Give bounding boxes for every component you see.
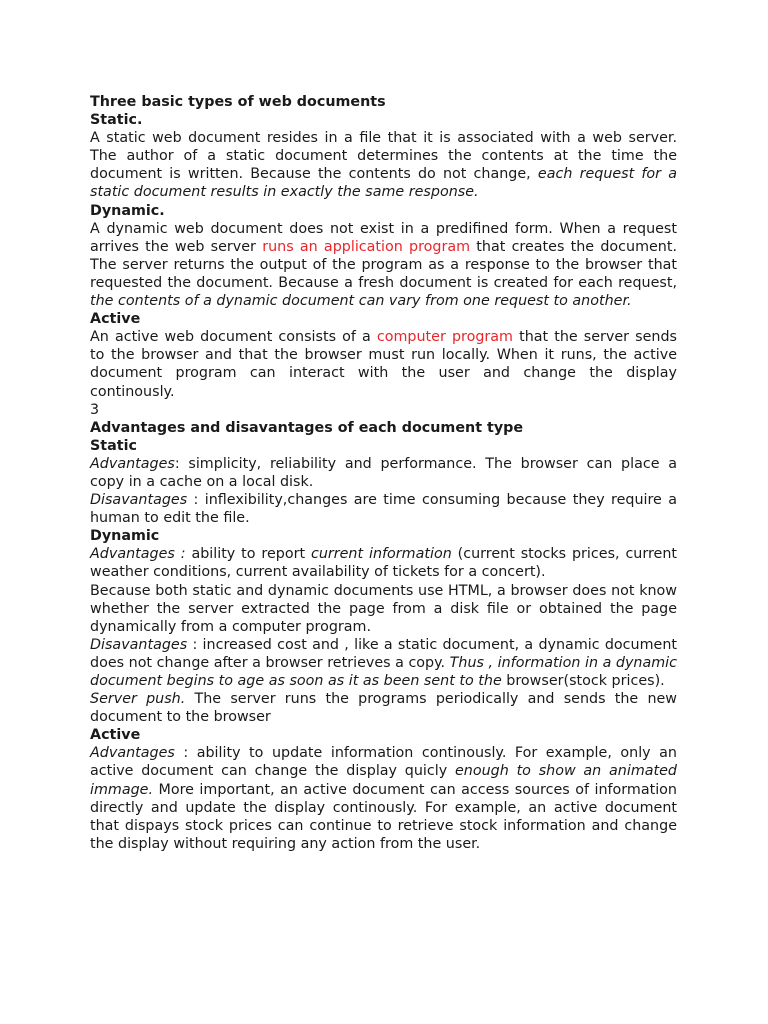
active-highlight: computer program xyxy=(376,329,513,346)
dynamic-text-a: A dynamic web document does not exist in a predifined form. When a request arrives the web server xyxy=(90,220,677,255)
adv-dynamic-advantages xyxy=(90,545,677,581)
dynamic-emphasis: the contents of a dynamic document can vary from one request to another. xyxy=(90,293,632,310)
static-emphasis: each request for a static document results in exactly the same response. xyxy=(90,166,678,201)
adv-active-label: Advantages xyxy=(90,745,175,762)
active-text-b: that the server sends to the browser and that the browser must run locally. When it runs, the active document program can interact with the user and change the display continously. xyxy=(90,329,677,400)
adv-static-heading: Static xyxy=(90,437,137,454)
adv-active-paragraph xyxy=(90,744,677,853)
adv-dynamic-adv-text-a: ability to report xyxy=(185,546,311,563)
adv-dynamic-dis-text: : increased cost and , like a static document, a dynamic document does not change after a browser retrieves a copy. xyxy=(90,636,677,671)
active-paragraph xyxy=(90,328,677,400)
adv-dynamic-heading: Dynamic xyxy=(90,528,160,545)
document-title: Three basic types of web documents xyxy=(90,94,386,110)
static-text: A static web document resides in a file that it is associated with a web server. The author of a static document determines the contents at the time the document is written. Because the contents do not change, xyxy=(90,130,677,183)
adv-dynamic-note: Because both static and dynamic documents use HTML, a browser does not know whether the server extracted the page from a disk file or obtained the page dynamically from a computer program. xyxy=(90,582,677,635)
adv-dynamic-server-push xyxy=(90,690,677,726)
dynamic-text-b: that creates the document. The server returns the output of the program as a response to the browser that requested the document. Because a fresh document is created for each request, xyxy=(90,238,678,291)
advantages-title: Advantages and disavantages of each document type xyxy=(90,419,524,436)
page-number: 3 xyxy=(90,401,100,418)
adv-static-disadvantages xyxy=(90,491,677,527)
active-heading: Active xyxy=(90,311,141,328)
adv-static-adv-label: Advantages xyxy=(90,455,175,472)
adv-active-emphasis: enough to show an animated immage. xyxy=(90,763,677,798)
adv-dynamic-dis-emphasis: Thus , information in a dynamic document begins to age as soon as it as been sent to the xyxy=(90,654,678,689)
dynamic-highlight: runs an application program xyxy=(262,238,471,255)
adv-dynamic-adv-text-b: (current stocks prices, current weather conditions, current availability of tickets for a concert). xyxy=(90,546,678,581)
static-paragraph xyxy=(90,129,677,201)
adv-active-text-b: More important, an active document can access sources of information directly and update the display continously. For example, an active document that dispays stock prices can continue to retrieve stock information and change the display without requiring any action from the user. xyxy=(90,781,677,852)
dynamic-heading: Dynamic. xyxy=(90,202,165,219)
server-push-text: The server runs the programs periodically and sends the new document to the browser xyxy=(90,691,677,726)
adv-active-text-a: : ability to update information continously. For example, only an active document can change the display quicly xyxy=(90,745,677,780)
adv-static-dis-label: Disavantages xyxy=(90,492,188,509)
active-text-a: An active web document consists of a xyxy=(90,329,377,346)
document-page xyxy=(90,93,677,853)
static-heading: Static. xyxy=(90,112,143,129)
adv-static-adv-text: : simplicity, reliability and performance. The browser can place a copy in a cache on a local disk. xyxy=(90,455,677,490)
adv-dynamic-disadvantages xyxy=(90,636,677,690)
adv-dynamic-dis-label: Disavantages xyxy=(90,636,188,653)
dynamic-paragraph xyxy=(90,220,677,310)
adv-dynamic-adv-emphasis: current information xyxy=(310,546,452,563)
adv-dynamic-adv-label: Advantages : xyxy=(90,546,186,563)
server-push-label: Server push. xyxy=(90,691,186,708)
adv-active-heading: Active xyxy=(90,727,141,744)
adv-dynamic-dis-tail: browser(stock prices). xyxy=(501,673,665,689)
adv-static-advantages xyxy=(90,455,677,491)
adv-static-dis-text: : inflexibility,changes are time consuming because they require a human to edit the file. xyxy=(90,492,677,527)
